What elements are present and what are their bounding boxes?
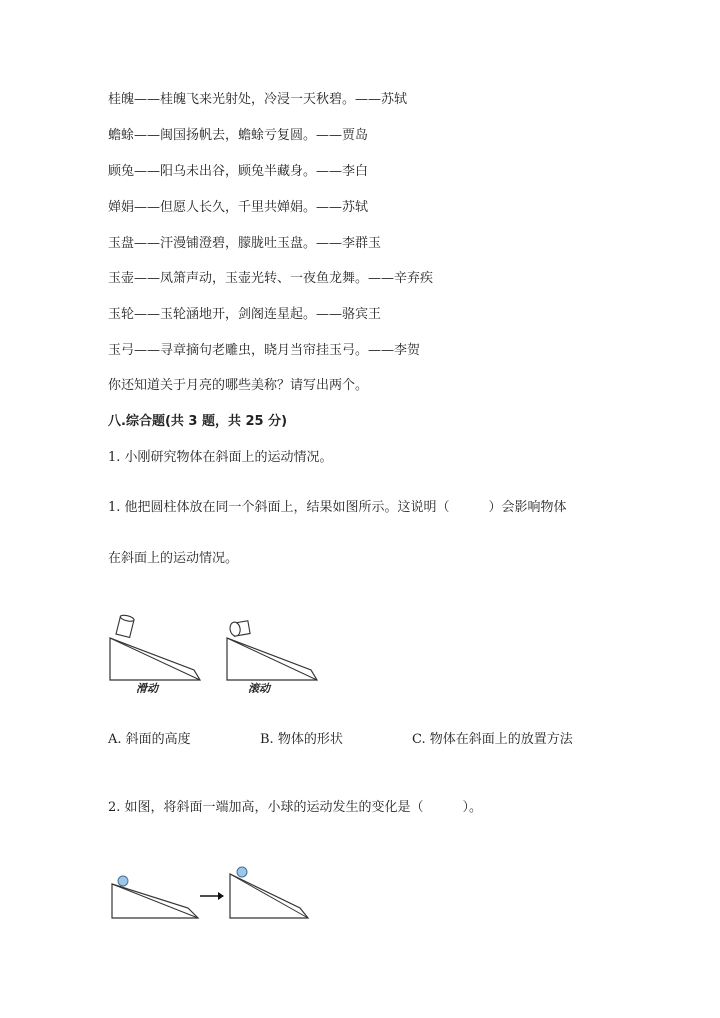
- incline-low: [112, 876, 198, 918]
- poem-line: 玉轮——玉轮涵地开，剑阁连星起。——骆宾王: [108, 307, 382, 322]
- poem-line: 顾兔——阳乌未出谷，顾兔半藏身。——李白: [108, 164, 369, 179]
- cylinder-lying-icon: [229, 621, 250, 637]
- option-b[interactable]: B. 物体的形状: [260, 732, 343, 747]
- poem-line: 玉壶——凤箫声动，玉壶光转、一夜鱼龙舞。——辛弃疾: [108, 271, 434, 286]
- caption-rolling: 滚动: [248, 682, 270, 695]
- poem-line: 玉盘——汗漫铺澄碧，朦胧吐玉盘。——李群玉: [108, 236, 382, 251]
- q1-sub2-text: 2. 如图，将斜面一端加高，小球的运动发生的变化是（ ）。: [108, 800, 483, 815]
- q1-sub1-text: 1. 他把圆柱体放在同一个斜面上，结果如图所示。这说明（ ）会影响物体: [108, 500, 567, 515]
- poem-line: 蟾蜍——闽国扬帆去，蟾蜍亏复圆。——贾岛: [108, 128, 369, 143]
- poem-line: 桂魄——桂魄飞来光射处，冷浸一天秋碧。——苏轼: [108, 92, 408, 107]
- ball-icon: [237, 867, 247, 877]
- option-c[interactable]: C. 物体在斜面上的放置方法: [412, 732, 573, 747]
- question-prompt: 你还知道关于月亮的哪些美称？请写出两个。: [108, 378, 369, 393]
- cylinder-upright-icon: [116, 614, 135, 637]
- incline-figure-2: [100, 862, 330, 927]
- incline-figure-1: [100, 612, 330, 697]
- section-title: 八.综合题(共 3 题，共 25 分): [108, 414, 288, 429]
- q1-intro: 1. 小刚研究物体在斜面上的运动情况。: [108, 450, 333, 465]
- poem-line: 婵娟——但愿人长久，千里共婵娟。——苏轼: [108, 200, 369, 215]
- incline-sliding: [110, 614, 200, 680]
- ball-icon: [118, 876, 128, 886]
- poem-line: 玉弓——寻章摘句老雕虫，晓月当帘挂玉弓。——李贺: [108, 343, 421, 358]
- option-a[interactable]: A. 斜面的高度: [108, 732, 191, 747]
- incline-rolling: [227, 621, 317, 680]
- q1-sub1-text-cont: 在斜面上的运动情况。: [108, 551, 239, 566]
- incline-high: [230, 867, 308, 918]
- caption-sliding: 滑动: [136, 682, 158, 695]
- arrow-right-icon: [200, 892, 224, 900]
